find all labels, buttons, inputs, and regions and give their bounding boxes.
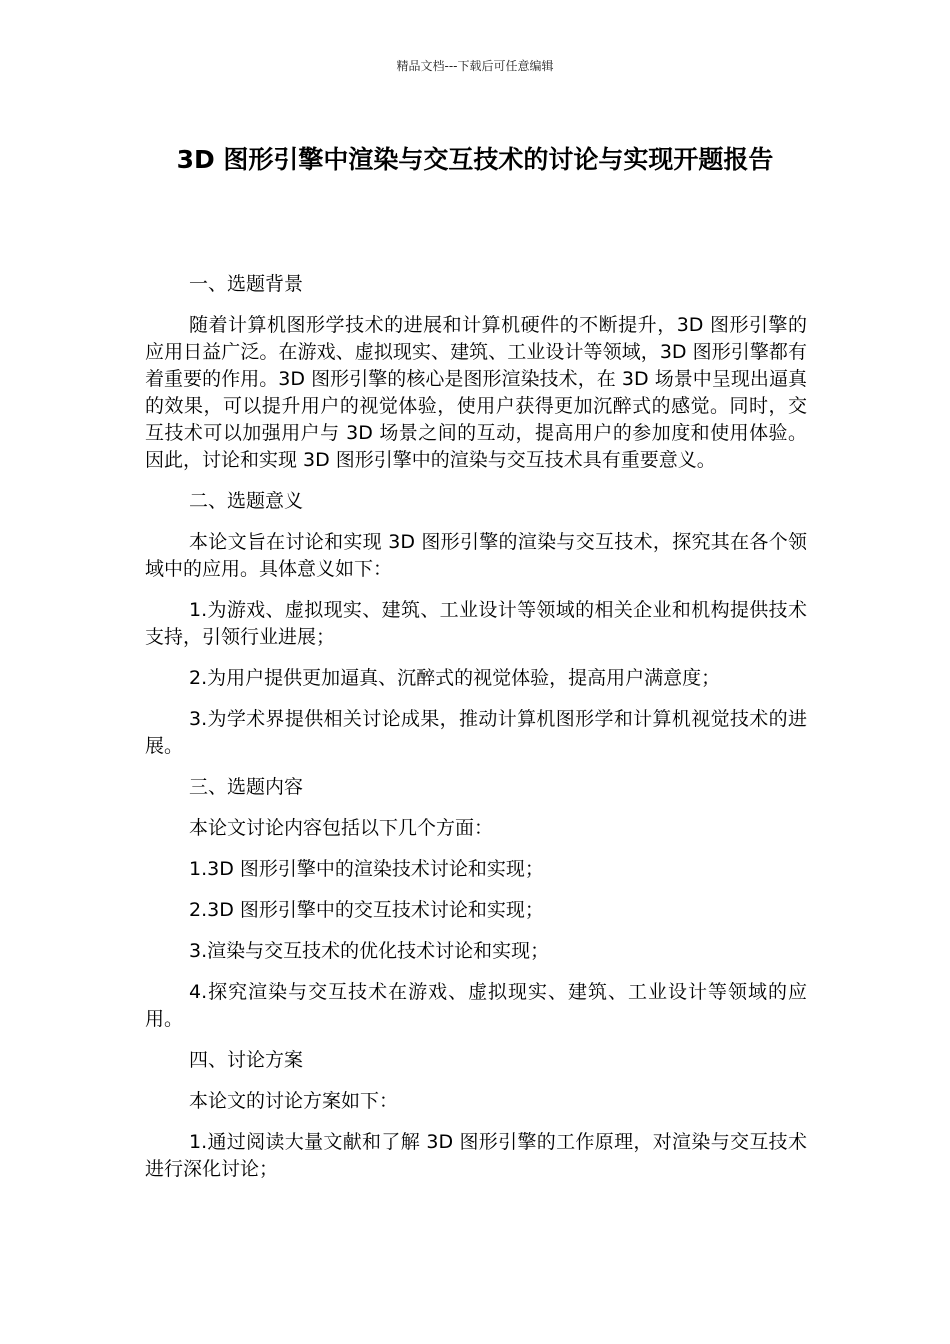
list-item-content-3: 3.渲染与交互技术的优化技术讨论和实现； <box>189 940 550 962</box>
list-item-significance-2: 2.为用户提供更加逼真、沉醉式的视觉体验，提高用户满意度； <box>189 667 721 689</box>
list-item-significance-3: 3.为学术界提供相关讨论成果，推动计算机图形学和计算机视觉技术的进展。 <box>145 708 807 757</box>
paragraph-significance-intro: 本论文旨在讨论和实现 3D 图形引擎的渲染与交互技术，探究其在各个领域中的应用。具体意义如下： <box>145 531 807 580</box>
section-heading-background: 一、选题背景 <box>189 273 304 295</box>
list-item-significance-1: 1.为游戏、虚拟现实、建筑、工业设计等领域的相关企业和机构提供技术支持，引领行业进展； <box>145 599 807 648</box>
document-title: 3D 图形引擎中渲染与交互技术的讨论与实现开题报告 <box>176 145 774 174</box>
section-heading-significance: 二、选题意义 <box>189 490 304 512</box>
list-item-content-1: 1.3D 图形引擎中的渲染技术讨论和实现； <box>189 858 544 880</box>
paragraph-background: 随着计算机图形学技术的进展和计算机硬件的不断提升，3D 图形引擎的应用日益广泛。在游戏、虚拟现实、建筑、工业设计等领域，3D 图形引擎都有着重要的作用。3D 图形引擎的核心是图形渲染技术，在 3D 场景中呈现出逼真的效果，可以提升用户的视觉体验，使用户获得更加沉醉式的感觉。同时，交互技术可以加强用户与 3D 场景之间的互动，提高用户的参加度和使用体验。因此，讨论和实现 3D 图形引擎中的渲染与交互技术具有重要意义。 <box>145 314 807 471</box>
list-item-plan-1: 1.通过阅读大量文献和了解 3D 图形引擎的工作原理，对渲染与交互技术进行深化讨论； <box>145 1131 807 1180</box>
section-heading-plan: 四、讨论方案 <box>189 1049 304 1071</box>
header-note: 精品文档---下载后可任意编辑 <box>396 59 554 73</box>
section-heading-content: 三、选题内容 <box>189 776 304 798</box>
paragraph-content-intro: 本论文讨论内容包括以下几个方面： <box>189 817 494 839</box>
document-body <box>145 271 807 1197</box>
list-item-content-4: 4.探究渲染与交互技术在游戏、虚拟现实、建筑、工业设计等领域的应用。 <box>145 981 807 1030</box>
paragraph-plan-intro: 本论文的讨论方案如下： <box>189 1090 399 1112</box>
list-item-content-2: 2.3D 图形引擎中的交互技术讨论和实现； <box>189 899 544 921</box>
